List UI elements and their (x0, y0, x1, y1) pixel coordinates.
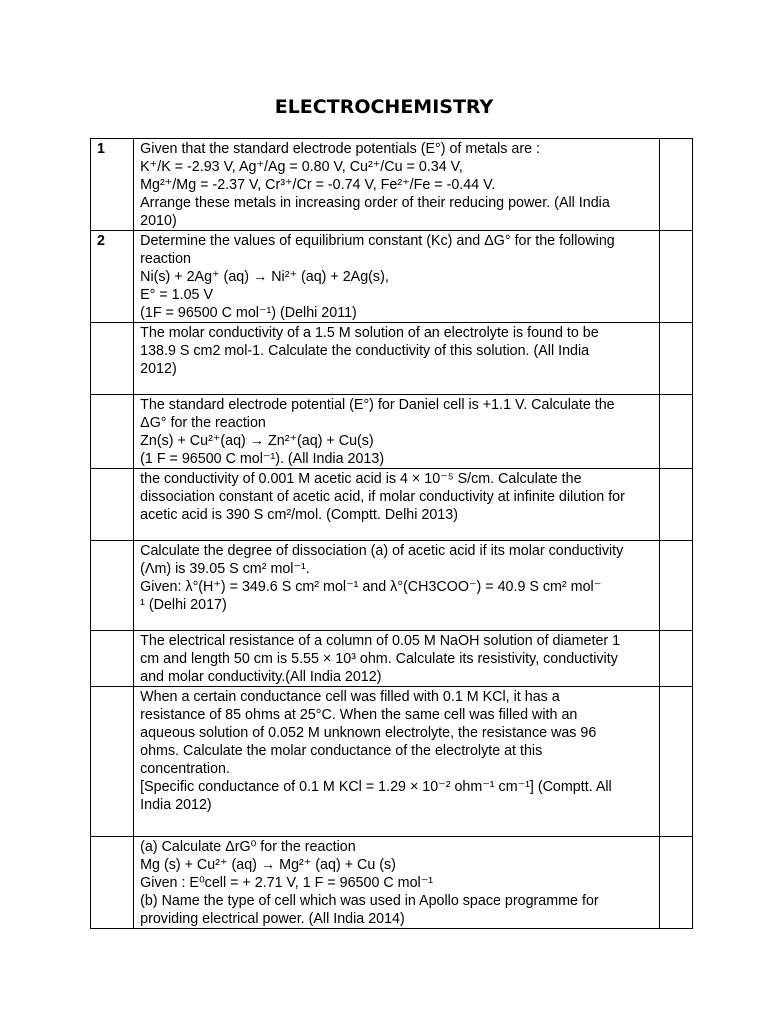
question-line: 138.9 S cm2 mol-1. Calculate the conductivity of this solution. (All India (140, 343, 590, 359)
question-line: Given that the standard electrode potentials (E°) of metals are : (140, 141, 541, 157)
question-text (134, 231, 660, 323)
document-title: ELECTROCHEMISTRY (274, 96, 494, 118)
question-line: dissociation constant of acetic acid, if molar conductivity at infinite dilution for (140, 489, 625, 505)
question-line: Zn(s) + Cu²⁺(aq) → Zn²⁺(aq) + Cu(s) (140, 433, 374, 449)
question-line: Given : E⁰cell = + 2.71 V, 1 F = 96500 C mol⁻¹ (140, 875, 434, 891)
question-text (134, 687, 660, 837)
question-line: Ni(s) + 2Ag⁺ (aq) → Ni²⁺ (aq) + 2Ag(s), (140, 269, 389, 285)
table-row (91, 395, 693, 469)
blank-cell (659, 631, 692, 687)
question-number (91, 469, 134, 541)
question-line: (a) Calculate ΔrG⁰ for the reaction (140, 839, 356, 855)
question-line: (Λm) is 39.05 S cm² mol⁻¹. (140, 561, 310, 577)
question-number: 1 (91, 139, 134, 231)
table-row (91, 631, 693, 687)
question-line: 2012) (140, 361, 177, 377)
blank-cell (659, 231, 692, 323)
question-line: ΔG° for the reaction (140, 415, 266, 431)
question-text (134, 541, 660, 631)
table-row (91, 231, 693, 323)
question-line: reaction (140, 251, 192, 267)
question-line: The standard electrode potential (E°) for Daniel cell is +1.1 V. Calculate the (140, 397, 615, 413)
question-number (91, 323, 134, 395)
question-line: When a certain conductance cell was filled with 0.1 M KCl, it has a (140, 689, 560, 705)
blank-cell (659, 837, 692, 929)
table-row (91, 541, 693, 631)
questions-table (90, 138, 693, 929)
question-line: E° = 1.05 V (140, 287, 214, 303)
table-row (91, 139, 693, 231)
question-line: concentration. (140, 761, 230, 777)
question-line: resistance of 85 ohms at 25°C. When the same cell was filled with an (140, 707, 578, 723)
question-text (134, 323, 660, 395)
question-number (91, 631, 134, 687)
question-line: The molar conductivity of a 1.5 M solution of an electrolyte is found to be (140, 325, 599, 341)
question-line: Mg (s) + Cu²⁺ (aq) → Mg²⁺ (aq) + Cu (s) (140, 857, 396, 873)
question-line: and molar conductivity.(All India 2012) (140, 669, 382, 685)
question-line: (1F = 96500 C mol⁻¹) (Delhi 2011) (140, 305, 357, 321)
question-line: (1 F = 96500 C mol⁻¹). (All India 2013) (140, 451, 385, 467)
question-text (134, 469, 660, 541)
question-line: 2010) (140, 213, 177, 229)
question-number (91, 395, 134, 469)
question-text (134, 631, 660, 687)
question-text (134, 837, 660, 929)
question-text (134, 395, 660, 469)
question-number (91, 837, 134, 929)
question-line: ¹ (Delhi 2017) (140, 597, 227, 613)
question-line: acetic acid is 390 S cm²/mol. (Comptt. Delhi 2013) (140, 507, 458, 523)
question-line: India 2012) (140, 797, 212, 813)
question-line: Determine the values of equilibrium constant (Kc) and ΔG° for the following (140, 233, 615, 249)
question-line: (b) Name the type of cell which was used in Apollo space programme for (140, 893, 599, 909)
question-number (91, 687, 134, 837)
question-number: 2 (91, 231, 134, 323)
blank-cell (659, 139, 692, 231)
table-row (91, 837, 693, 929)
question-line: the conductivity of 0.001 M acetic acid is 4 × 10⁻⁵ S/cm. Calculate the (140, 471, 582, 487)
table-row (91, 469, 693, 541)
blank-cell (659, 541, 692, 631)
question-text (134, 139, 660, 231)
question-line: Given: λ°(H⁺) = 349.6 S cm² mol⁻¹ and λ°(CH3COO⁻) = 40.9 S cm² mol⁻ (140, 579, 602, 595)
question-line: cm and length 50 cm is 5.55 × 10³ ohm. Calculate its resistivity, conductivity (140, 651, 618, 667)
question-line: Calculate the degree of dissociation (a) of acetic acid if its molar conductivity (140, 543, 624, 559)
question-line: ohms. Calculate the molar conductance of the electrolyte at this (140, 743, 543, 759)
table-row (91, 687, 693, 837)
question-line: Mg²⁺/Mg = -2.37 V, Cr³⁺/Cr = -0.74 V, Fe²⁺/Fe = -0.44 V. (140, 177, 496, 193)
question-line: [Specific conductance of 0.1 M KCl = 1.29 × 10⁻² ohm⁻¹ cm⁻¹] (Comptt. All (140, 779, 612, 795)
question-line: providing electrical power. (All India 2014) (140, 911, 405, 927)
blank-cell (659, 323, 692, 395)
table-row (91, 323, 693, 395)
question-line: Arrange these metals in increasing order of their reducing power. (All India (140, 195, 610, 211)
question-line: aqueous solution of 0.052 M unknown electrolyte, the resistance was 96 (140, 725, 597, 741)
blank-cell (659, 687, 692, 837)
blank-cell (659, 395, 692, 469)
question-line: The electrical resistance of a column of 0.05 M NaOH solution of diameter 1 (140, 633, 621, 649)
question-line: K⁺/K = -2.93 V, Ag⁺/Ag = 0.80 V, Cu²⁺/Cu = 0.34 V, (140, 159, 463, 175)
blank-cell (659, 469, 692, 541)
question-number (91, 541, 134, 631)
